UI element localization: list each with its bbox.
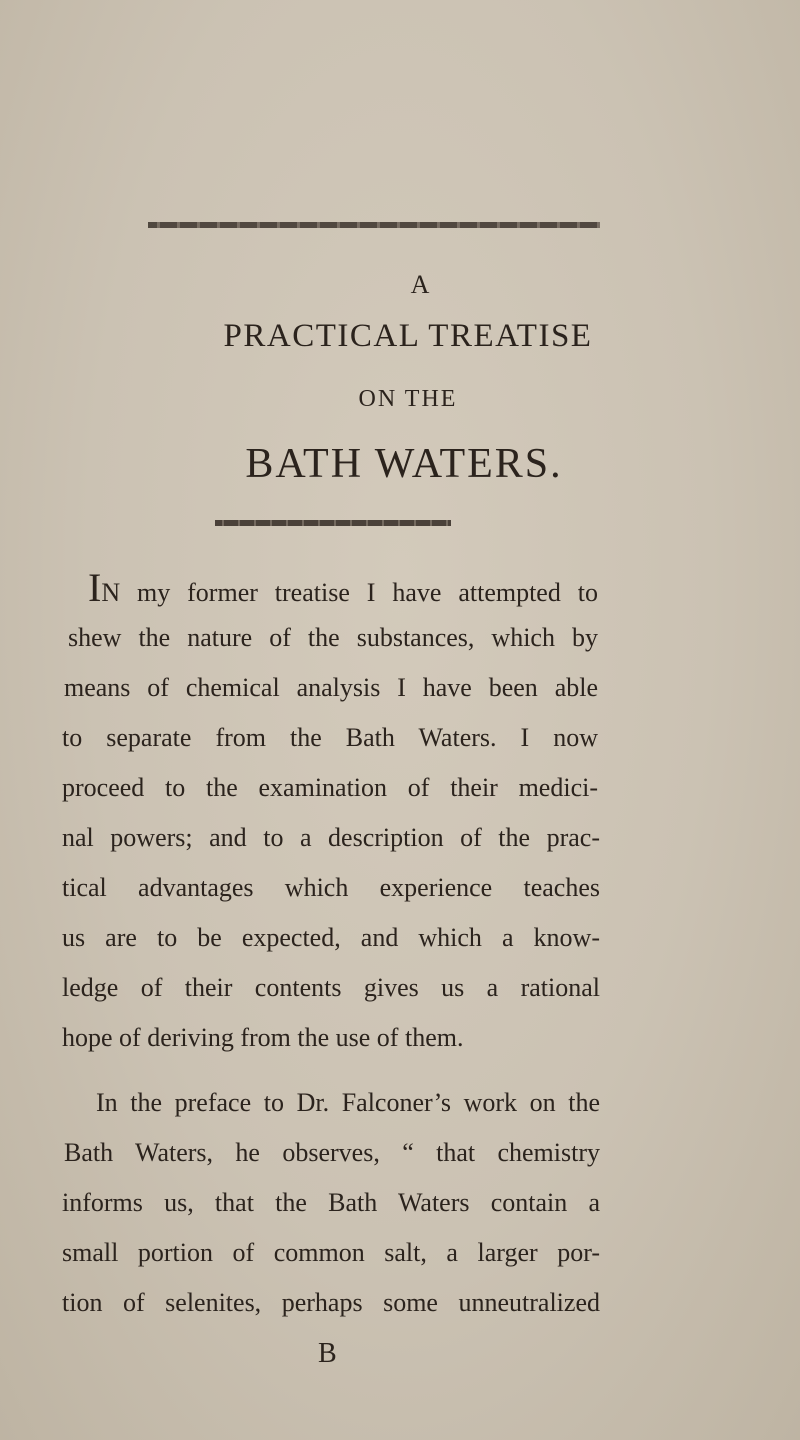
paragraph-1-line-9: ledge of their contents gives us a rational: [62, 973, 600, 1002]
section-rule: [215, 520, 451, 526]
title-article: A: [410, 270, 430, 299]
paragraph-2-line-4: small portion of common salt, a larger por-: [62, 1238, 600, 1267]
title-subject: BATH WATERS.: [245, 441, 563, 487]
title-connector: ON THE: [358, 386, 458, 412]
paragraph-1-line-3: means of chemical analysis I have been able: [64, 673, 598, 702]
top-rule: [148, 222, 600, 228]
paragraph-2-line-3: informs us, that the Bath Waters contain a: [62, 1188, 600, 1217]
signature-mark: B: [318, 1338, 337, 1369]
drop-cap: I: [88, 565, 102, 610]
paragraph-2-line-1: In the preface to Dr. Falconer’s work on the: [96, 1088, 600, 1117]
line-text: N my former treatise I have attempted to: [101, 578, 598, 607]
paragraph-1-line-10: hope of deriving from the use of them.: [62, 1023, 464, 1052]
paragraph-1-line-1: [88, 565, 598, 610]
paragraph-1-line-6: nal powers; and to a description of the prac-: [62, 823, 600, 852]
paragraph-1-line-2: shew the nature of the substances, which by: [68, 623, 598, 652]
paragraph-1-line-7: tical advantages which experience teaches: [62, 873, 600, 902]
paragraph-1-line-8: us are to be expected, and which a know-: [62, 923, 600, 952]
paragraph-1-line-4: to separate from the Bath Waters. I now: [62, 723, 598, 752]
paragraph-2-line-2: Bath Waters, he observes, “ that chemistry: [64, 1138, 600, 1167]
paragraph-1-line-5: proceed to the examination of their medici-: [62, 773, 598, 802]
paragraph-2-line-5: tion of selenites, perhaps some unneutralized: [62, 1288, 600, 1317]
title-main: PRACTICAL TREATISE: [223, 318, 593, 354]
